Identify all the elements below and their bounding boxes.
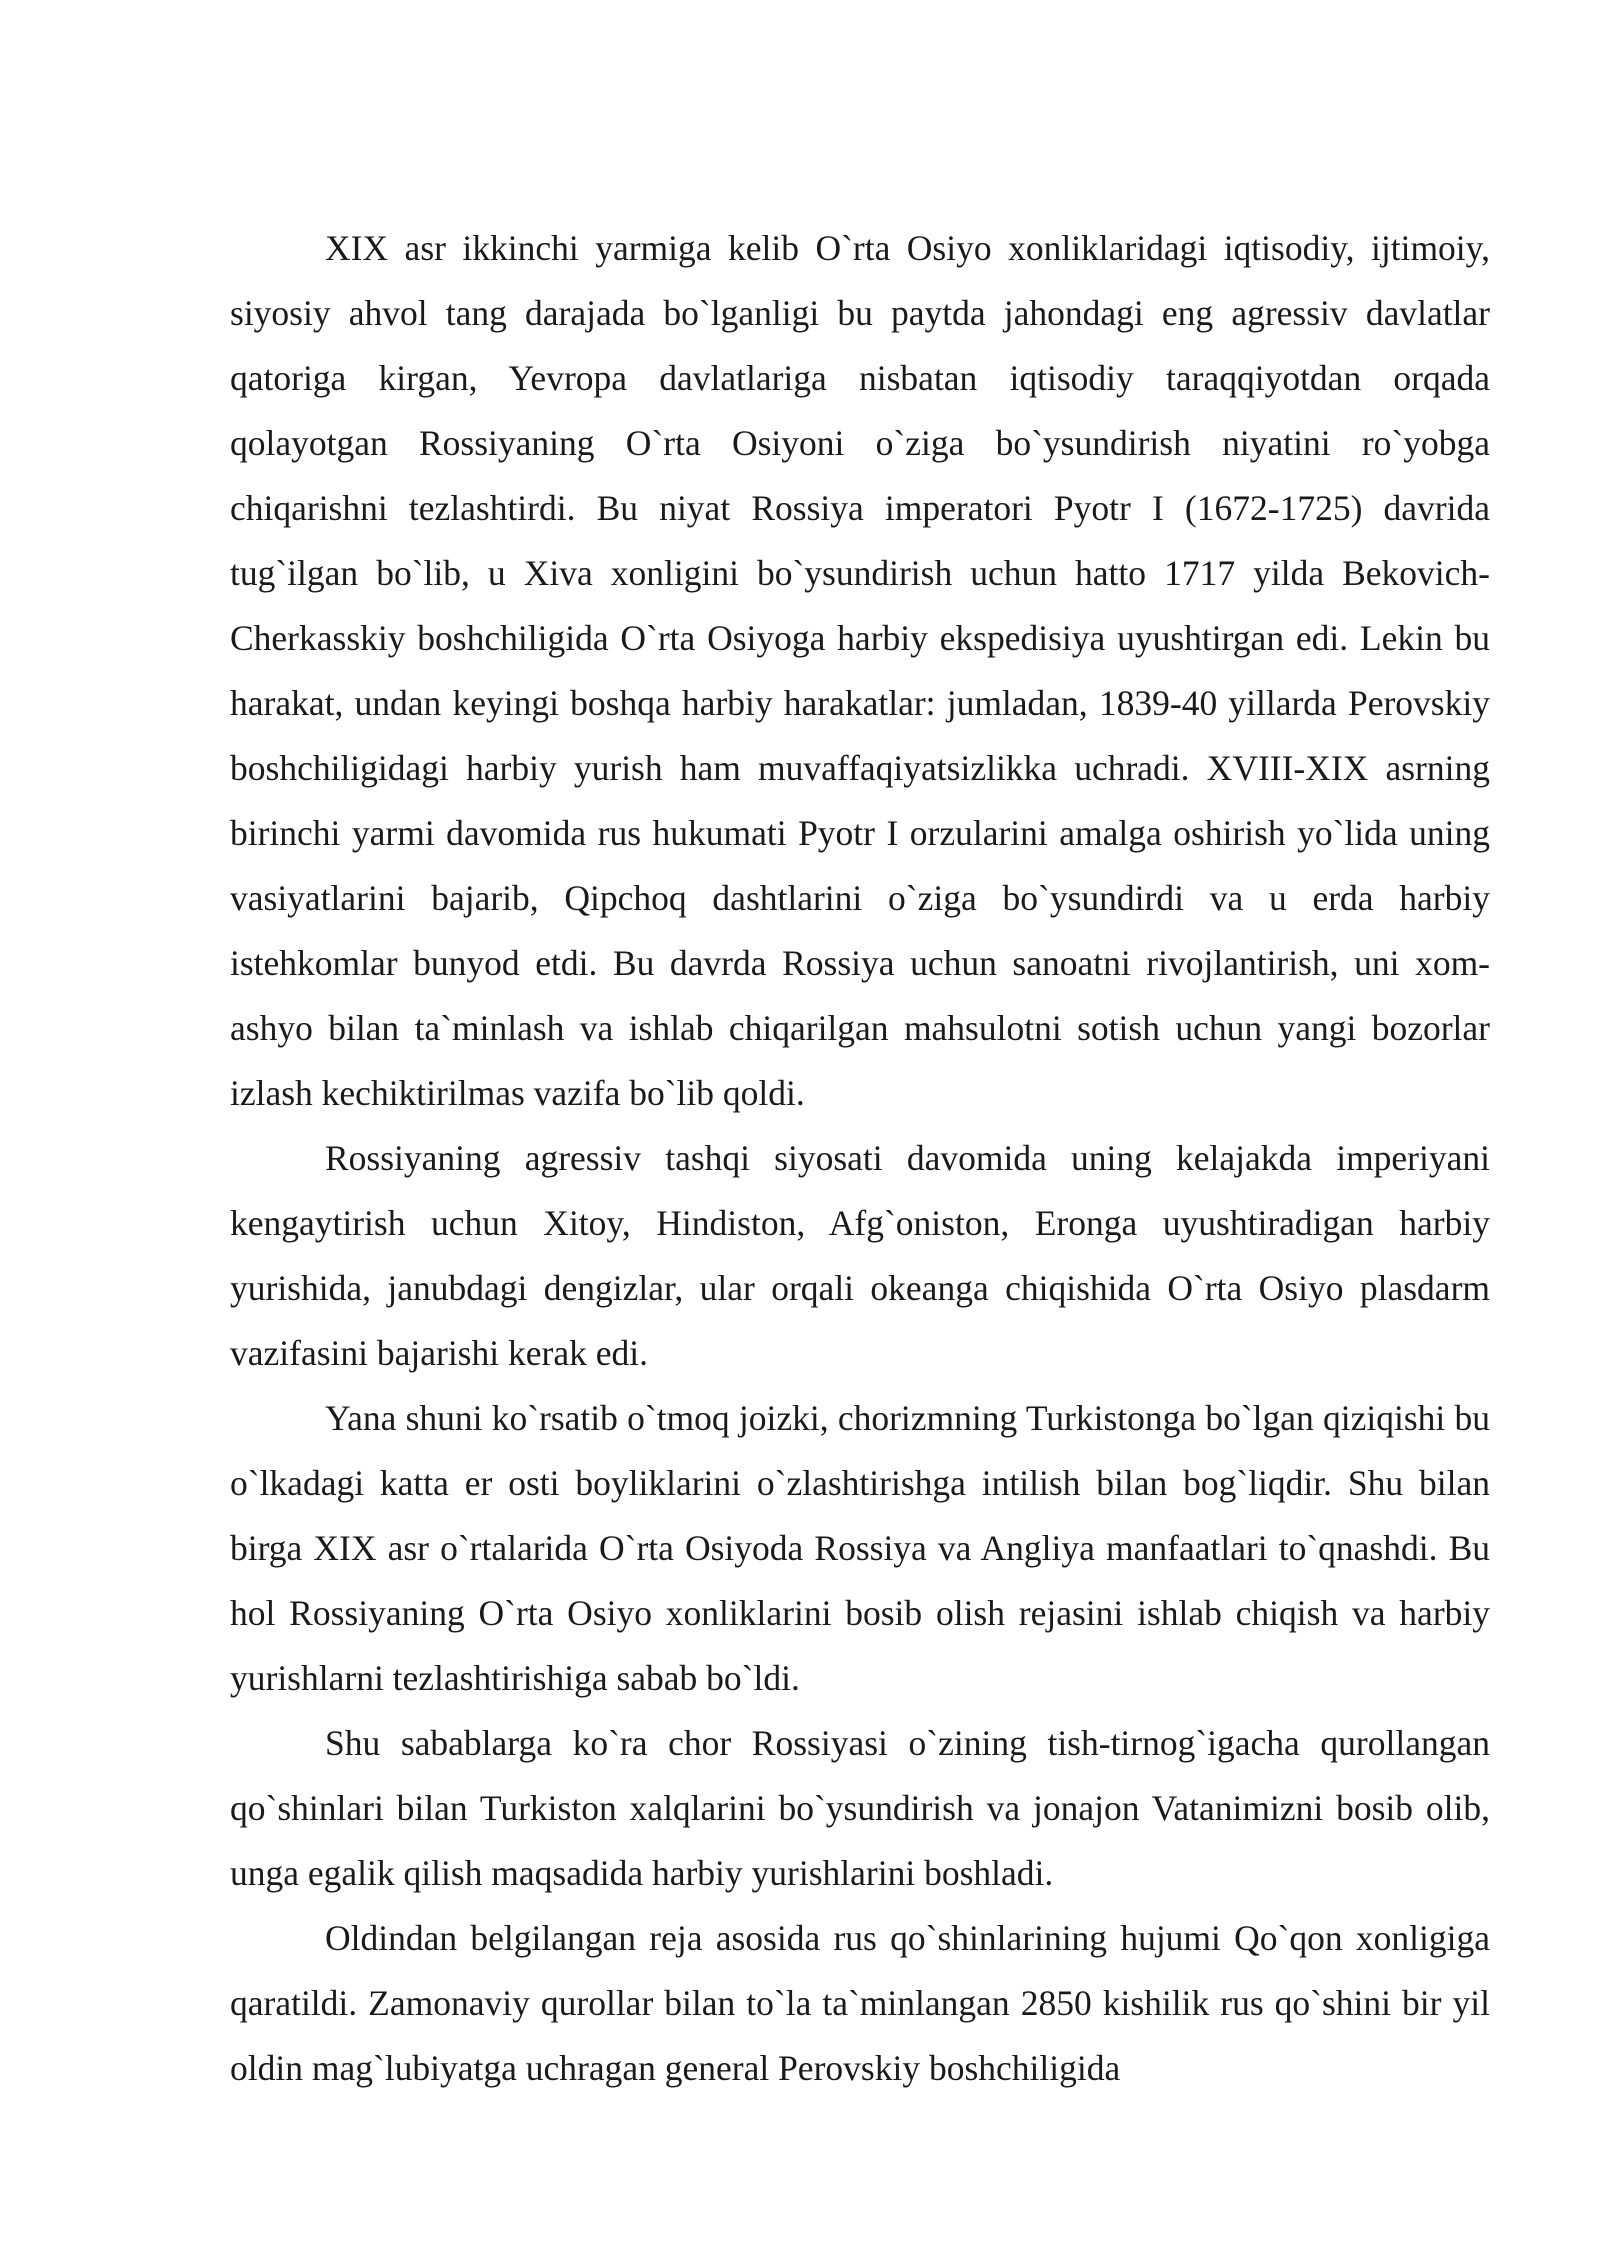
paragraph-1: XIX asr ikkinchi yarmiga kelib O`rta Osiyo xonliklaridagi iqtisodiy, ijtimoiy, siyosiy ahvol tang darajada bo`lganligi bu paytda jahondagi eng agressiv davlatlar qatoriga kirgan, Yevropa davlatlariga nisbatan iqtisodiy taraqqiyotdan orqada qolayotgan Rossiyaning O`rta Osiyoni o`ziga bo`ysundirish niyatini ro`yobga chiqarishni tezlashtirdi. Bu niyat Rossiya imperatori Pyotr I (1672-1725) davrida tug`ilgan bo`lib, u Xiva xonligini bo`ysundirish uchun hatto 1717 yilda Bekovich-Cherkasskiy boshchiligida O`rta Osiyoga harbiy ekspedisiya uyushtirgan edi. Lekin bu harakat, undan keyingi boshqa harbiy harakatlar: jumladan, 1839-40 yillarda Perovskiy boshchiligidagi harbiy yurish ham muvaffaqiyatsizlikka uchradi. XVIII-XIX asrning birinchi yarmi davomida rus hukumati Pyotr I orzularini amalga oshirish yo`lida uning vasiyatlarini bajarib, Qipchoq dashtlarini o`ziga bo`ysundirdi va u erda harbiy istehkomlar bunyod etdi. Bu davrda Rossiya uchun sanoatni rivojlantirish, uni xom-ashyo bilan ta`minlash va ishlab chiqarilgan mahsulotni sotish uchun yangi bozorlar izlash kechiktirilmas vazifa bo`lib qoldi. [230,228,1490,1113]
paragraph-5: Oldindan belgilangan reja asosida rus qo`shinlarining hujumi Qo`qon xonligiga qaratildi. Zamonaviy qurollar bilan to`la ta`minlangan 2850 kishilik rus qo`shini bir yil oldin mag`lubiyatga uchragan general Perovskiy boshchiligida [230,1918,1490,2088]
paragraph-3: Yana shuni ko`rsatib o`tmoq joizki, chorizmning Turkistonga bo`lgan qiziqishi bu o`lkadagi katta er osti boyliklarini o`zlashtirishga intilish bilan bog`liqdir. Shu bilan birga XIX asr o`rtalarida O`rta Osiyoda Rossiya va Angliya manfaatlari to`qnashdi. Bu hol Rossiyaning O`rta Osiyo xonliklarini bosib olish rejasini ishlab chiqish va harbiy yurishlarni tezlashtirishiga sabab bo`ldi. [230,1398,1490,1698]
paragraph-2: Rossiyaning agressiv tashqi siyosati davomida uning kelajakda imperiyani kengaytirish uchun Xitoy, Hindiston, Afg`oniston, Eronga uyushtiradigan harbiy yurishida, janubdagi dengizlar, ular orqali okeanga chiqishida O`rta Osiyo plasdarm vazifasini bajarishi kerak edi. [230,1138,1490,1373]
document-page [230,216,1490,2101]
paragraph-4: Shu sabablarga ko`ra chor Rossiyasi o`zining tish-tirnog`igacha qurollangan qo`shinlari bilan Turkiston xalqlarini bo`ysundirish va jonajon Vatanimizni bosib olib, unga egalik qilish maqsadida harbiy yurishlarini boshladi. [230,1723,1490,1893]
